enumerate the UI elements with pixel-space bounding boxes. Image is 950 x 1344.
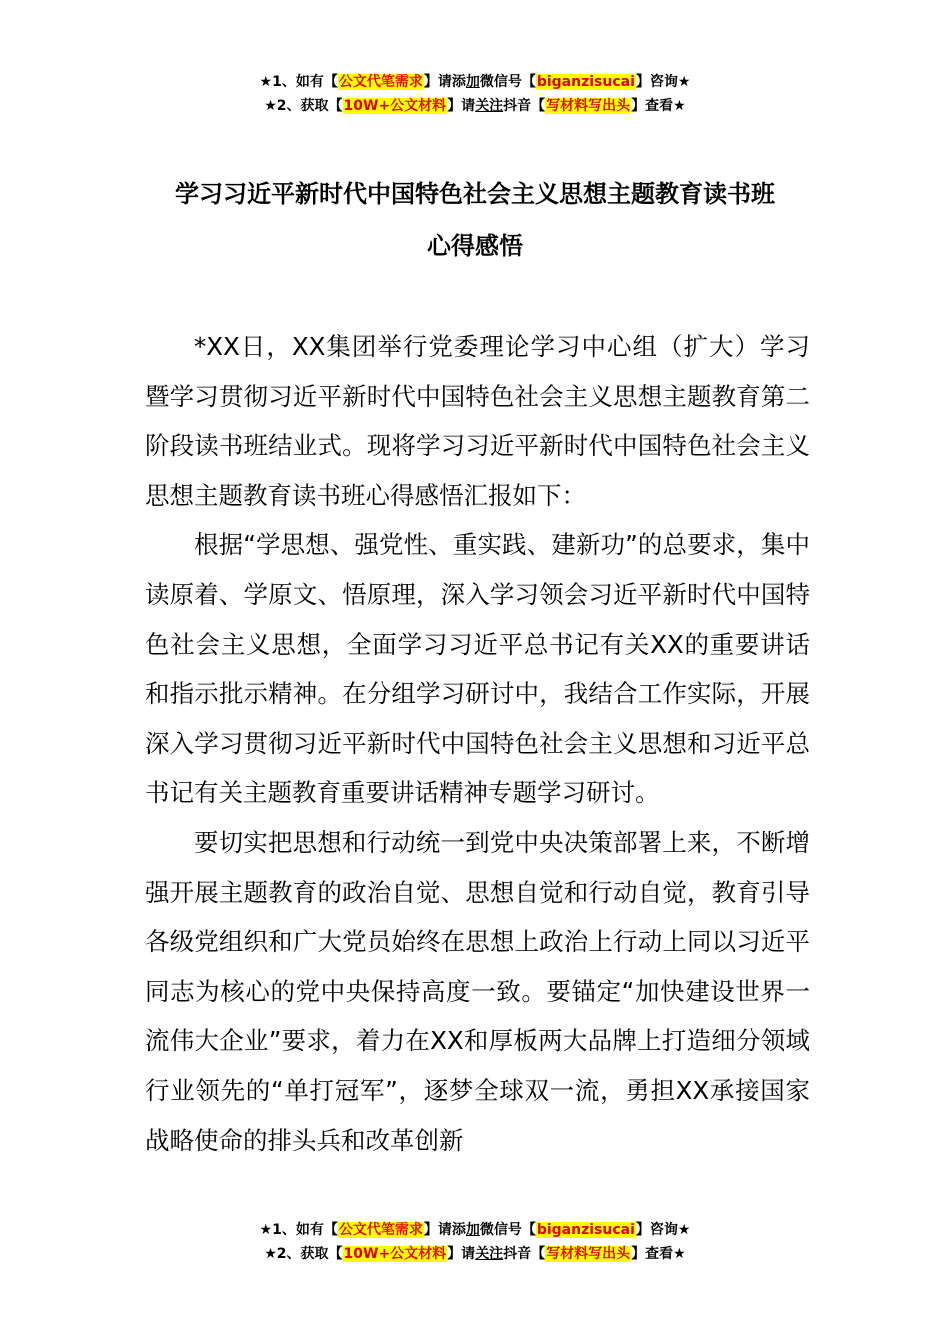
promo-highlight: 10W+公文材料	[343, 98, 447, 114]
promo-line-2: ★2、获取【10W+公文材料】请关注抖音【写材料写出头】查看★	[264, 1246, 686, 1262]
promo-wechat-id: biganzisucai	[536, 74, 635, 90]
promo-highlight: 10W+公文材料	[343, 1246, 447, 1262]
title-line-1: 学习习近平新时代中国特色社会主义思想主题教育读书班	[175, 180, 775, 208]
promo-wechat-id: biganzisucai	[536, 1222, 635, 1238]
paragraph: 要切实把思想和行动统一到党中央决策部署上来，不断增强开展主题教育的政治自觉、思想自觉和行动自觉，教育引导各级党组织和广大党员始终在思想上政治上行动上同以习近平同志为核心的党中央保持高度一致。要锚定“加快建设世界一流伟大企业”要求，着力在XX和厚板两大品牌上打造细分领域行业领先的“单打冠军”，逐梦全球双一流，勇担XX承接国家战略使命的排头兵和改革创新	[145, 827, 810, 1155]
promo-highlight: 公文代笔需求	[338, 1222, 423, 1238]
promo-douyin-id: 写材料写出头	[546, 1246, 631, 1262]
promo-line-1: ★1、如有【公文代笔需求】请添加微信号【biganzisucai】咨询★	[259, 74, 691, 90]
promo-header	[0, 70, 950, 118]
paragraph: 根据“学思想、强党性、重实践、建新功”的总要求，集中读原着、学原文、悟原理，深入学习领会习近平新时代中国特色社会主义思想，全面学习习近平总书记有关XX的重要讲话和指示批示精神。在分组学习研讨中，我结合工作实际，开展深入学习贯彻习近平新时代中国特色社会主义思想和习近平总书记有关主题教育重要讲话精神专题学习研讨。	[145, 530, 810, 808]
document-title	[0, 168, 950, 272]
promo-line-2: ★2、获取【10W+公文材料】请关注抖音【写材料写出头】查看★	[264, 98, 686, 114]
document-body	[145, 322, 810, 1165]
title-line-2: 心得感悟	[427, 232, 523, 260]
promo-douyin-id: 写材料写出头	[546, 98, 631, 114]
promo-line-1: ★1、如有【公文代笔需求】请添加微信号【biganzisucai】咨询★	[259, 1222, 691, 1238]
promo-footer	[0, 1218, 950, 1266]
promo-highlight: 公文代笔需求	[338, 74, 423, 90]
paragraph: *XX日，XX集团举行党委理论学习中心组（扩大）学习暨学习贯彻习近平新时代中国特色社会主义思想主题教育第二阶段读书班结业式。现将学习习近平新时代中国特色社会主义思想主题教育读书班心得感悟汇报如下：	[145, 332, 810, 510]
